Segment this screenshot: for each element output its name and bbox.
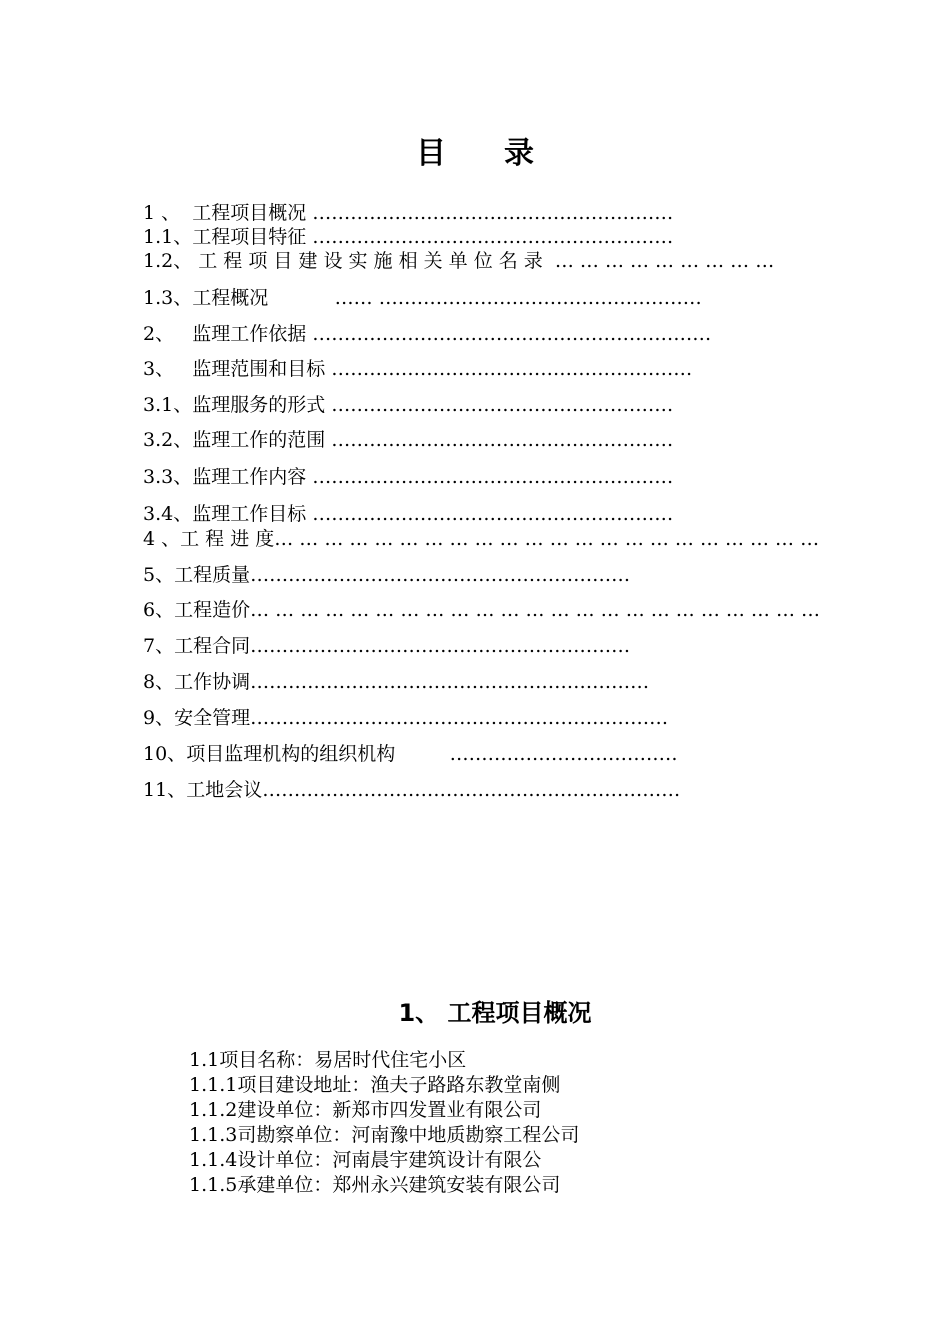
toc-entry-number: 5、: [143, 564, 175, 586]
toc-entry[interactable]: [143, 465, 673, 489]
toc-entry-number: 3.3、: [143, 466, 193, 488]
toc-entry[interactable]: [143, 322, 711, 346]
toc-entry[interactable]: [143, 634, 630, 658]
toc-entry-leader: … … … … … … … … … … … … … … … … … … … … … …: [274, 528, 820, 550]
toc-entry-leader: …………………………………………………………: [262, 779, 681, 801]
toc-entry-leader: … … … … … … … … …: [554, 250, 775, 272]
toc-entry-number: 3.1、: [143, 394, 193, 416]
toc-entry-number: 9、: [143, 707, 175, 729]
toc-entry[interactable]: [143, 249, 774, 273]
toc-entry-leader: ……………………………………………………: [250, 564, 631, 586]
section-title: 1、 工程项目概况: [398, 999, 592, 1027]
toc-entry[interactable]: [143, 357, 692, 381]
toc-entry-number: 1.2、: [143, 250, 193, 272]
toc-entry-number: 1 、: [143, 202, 181, 224]
toc-entry-leader: …………………………………………………: [312, 226, 674, 248]
toc-entry-label: 项目监理机构的组织机构: [186, 743, 396, 765]
toc-entry[interactable]: [143, 393, 673, 417]
toc-entry-leader: ………………………………: [449, 743, 678, 765]
toc-title-left: 目: [416, 136, 446, 171]
toc-entry[interactable]: [143, 742, 678, 766]
toc-entry-leader: …………………………………………………: [312, 466, 674, 488]
toc-entry-number: 3.2、: [143, 429, 193, 451]
toc-entry-label: 监理工作内容: [192, 466, 307, 488]
toc-entry-number: 4 、: [143, 528, 181, 550]
toc-entry[interactable]: [143, 286, 702, 310]
toc-entry-number: 2、: [143, 323, 175, 345]
toc-entry-label: 监理工作目标: [192, 503, 307, 525]
toc-entry-leader: ………………………………………………………: [312, 323, 712, 345]
toc-entry[interactable]: [143, 502, 673, 526]
toc-entry-number: 1.3、: [143, 287, 193, 309]
toc-entry[interactable]: [143, 778, 680, 802]
toc-entry[interactable]: [143, 225, 673, 249]
toc-entry-leader: ……………………………………………………: [250, 635, 631, 657]
toc-entry-label: 工地会议: [186, 779, 263, 801]
toc-entry-leader: …………………………………………………: [331, 358, 693, 380]
toc-entry-leader: …… ……………………………………………: [334, 287, 702, 309]
toc-entry-number: 3、: [143, 358, 175, 380]
toc-entry-leader: … … … … … … … … … … … … … … … … … … … … … … …: [250, 599, 820, 621]
toc-entry-number: 1.1、: [143, 226, 193, 248]
toc-title-right: 录: [504, 136, 534, 171]
toc-entry-leader: …………………………………………………: [312, 503, 674, 525]
toc-entry[interactable]: [143, 598, 820, 622]
toc-entry[interactable]: [143, 428, 673, 452]
toc-entry-label: 安全管理: [174, 707, 251, 729]
toc-entry-number: 6、: [143, 599, 175, 621]
toc-entry-label: 工程合同: [174, 635, 251, 657]
toc-entry-label: 监理服务的形式: [192, 394, 326, 416]
toc-entry-label: 工程项目概况: [192, 202, 307, 224]
toc-entry-label: 监理范围和目标: [192, 358, 326, 380]
toc-entry-label: 工程概况: [192, 287, 269, 309]
toc-entry-leader: …………………………………………………: [312, 202, 674, 224]
toc-entry-label: 工作协调: [174, 671, 251, 693]
toc-entry-label: 工程质量: [174, 564, 251, 586]
toc-entry-leader: …………………………………………………………: [250, 707, 669, 729]
toc-entry-number: 10、: [143, 743, 187, 765]
toc-entry-label: 工 程 进 度: [180, 528, 275, 550]
toc-entry-number: 7、: [143, 635, 175, 657]
project-info-line: 1.1.3司勘察单位：河南豫中地质勘察工程公司: [189, 1124, 580, 1146]
toc-entry-number: 3.4、: [143, 503, 193, 525]
project-info-line: 1.1.2建设单位：新郑市四发置业有限公司: [189, 1099, 542, 1121]
project-info-line: 1.1.4设计单位：河南晨宇建筑设计有限公: [189, 1149, 542, 1171]
toc-entry-label: 监理工作的范围: [192, 429, 326, 451]
toc-entry-number: 11、: [143, 779, 187, 801]
toc-entry[interactable]: [143, 706, 668, 730]
toc-entry[interactable]: [143, 670, 649, 694]
toc-entry-label: 工程项目特征: [192, 226, 307, 248]
toc-entry-leader: ………………………………………………………: [250, 671, 650, 693]
toc-entry-label: 监理工作依据: [192, 323, 307, 345]
toc-entry-number: 8、: [143, 671, 175, 693]
toc-entry-leader: ………………………………………………: [331, 394, 674, 416]
toc-entry-leader: ………………………………………………: [331, 429, 674, 451]
project-info-line: 1.1.5承建单位：郑州永兴建筑安装有限公司: [189, 1174, 561, 1196]
toc-entry-label: 工 程 项 目 建 设 实 施 相 关 单 位 名 录: [198, 250, 543, 272]
toc-entry-label: 工程造价: [174, 599, 251, 621]
project-info-line: 1.1项目名称：易居时代住宅小区: [189, 1049, 467, 1071]
toc-entry[interactable]: [143, 201, 673, 225]
project-info-line: 1.1.1项目建设地址：渔夫子路路东教堂南侧: [189, 1074, 561, 1096]
toc-entry[interactable]: [143, 527, 819, 551]
toc-entry[interactable]: [143, 563, 630, 587]
toc-title: [0, 128, 950, 172]
